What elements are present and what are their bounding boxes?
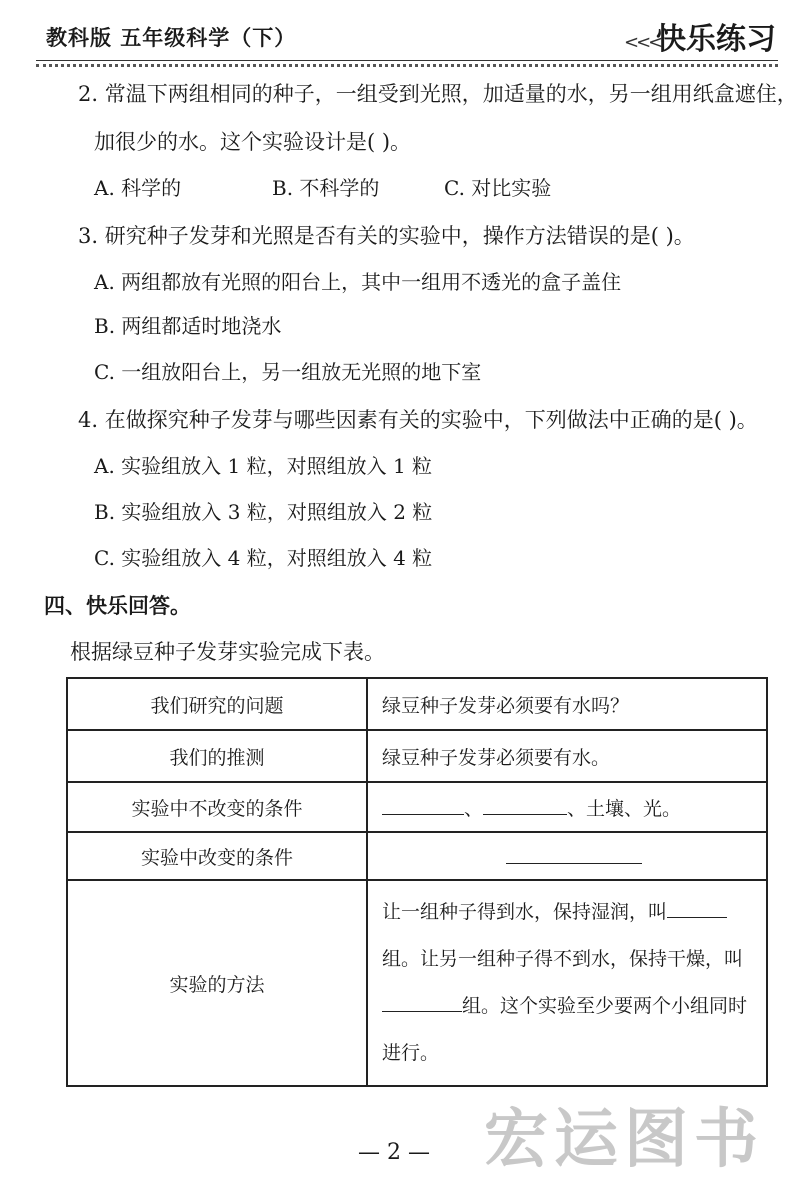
book-title: 教科版 五年级科学（下） bbox=[46, 26, 297, 50]
row-label: 实验中改变的条件 bbox=[67, 832, 367, 880]
separator: 、土壤、光。 bbox=[567, 797, 682, 820]
question-2-option-b: B. 不科学的 bbox=[272, 176, 380, 200]
answer-blank[interactable] bbox=[483, 795, 567, 815]
question-2-option-a: A. 科学的 bbox=[94, 176, 182, 200]
section-4-instruction: 根据绿豆种子发芽实验完成下表。 bbox=[70, 640, 385, 664]
table-row bbox=[67, 782, 767, 832]
row-value bbox=[367, 782, 767, 832]
header-divider bbox=[36, 60, 778, 61]
separator: 、 bbox=[464, 797, 484, 820]
question-4-option-a: A. 实验组放入 1 粒，对照组放入 1 粒 bbox=[94, 454, 433, 478]
answer-blank[interactable] bbox=[382, 795, 464, 815]
table-row bbox=[67, 880, 767, 1086]
answer-blank[interactable] bbox=[506, 844, 642, 864]
question-4-stem: 4. 在做探究种子发芽与哪些因素有关的实验中，下列做法中正确的是( )。 bbox=[78, 408, 758, 432]
question-3-stem: 3. 研究种子发芽和光照是否有关的实验中，操作方法错误的是( )。 bbox=[78, 224, 695, 248]
row-label: 我们研究的问题 bbox=[67, 678, 367, 730]
question-2-option-c: C. 对比实验 bbox=[444, 176, 552, 200]
page-header bbox=[0, 0, 800, 70]
table-row bbox=[67, 832, 767, 880]
row-value: 绿豆种子发芽必须要有水。 bbox=[367, 730, 767, 782]
question-3-option-b: B. 两组都适时地浇水 bbox=[94, 314, 282, 338]
method-text: 组。让另一组种子得不到水，保持干燥，叫 bbox=[382, 948, 744, 970]
experiment-table bbox=[66, 677, 768, 1087]
question-3-option-a: A. 两组都放有光照的阳台上，其中一组用不透光的盒子盖住 bbox=[94, 270, 622, 294]
row-label: 实验中不改变的条件 bbox=[67, 782, 367, 832]
method-text: 让一组种子得到水，保持湿润，叫 bbox=[382, 901, 668, 923]
question-3-option-c: C. 一组放阳台上，另一组放无光照的地下室 bbox=[94, 360, 482, 384]
row-value: 绿豆种子发芽必须要有水吗？ bbox=[367, 678, 767, 730]
question-2-stem-line2: 加很少的水。这个实验设计是( )。 bbox=[94, 130, 412, 154]
method-text: 进行。 bbox=[382, 1042, 440, 1064]
answer-blank[interactable] bbox=[382, 992, 462, 1012]
row-label: 我们的推测 bbox=[67, 730, 367, 782]
question-2-stem-line1: 2. 常温下两组相同的种子，一组受到光照，加适量的水，另一组用纸盒遮住， bbox=[78, 82, 798, 106]
row-value bbox=[367, 880, 767, 1086]
section-4-title: 四、快乐回答。 bbox=[44, 594, 191, 618]
publisher-watermark: 宏运图书 bbox=[484, 1103, 764, 1177]
table-row bbox=[67, 730, 767, 782]
answer-blank[interactable] bbox=[667, 898, 727, 918]
page-number: — 2 — bbox=[358, 1140, 430, 1165]
question-4-option-c: C. 实验组放入 4 粒，对照组放入 4 粒 bbox=[94, 546, 433, 570]
section-name: 快乐练习 bbox=[656, 22, 776, 57]
header-dotted-divider bbox=[36, 64, 778, 67]
table-row bbox=[67, 678, 767, 730]
chevron-left-icon: <<< bbox=[624, 32, 661, 53]
row-label: 实验的方法 bbox=[67, 880, 367, 1086]
row-value bbox=[367, 832, 767, 880]
method-text: 组。这个实验至少要两个小组同时 bbox=[462, 995, 748, 1017]
question-4-option-b: B. 实验组放入 3 粒，对照组放入 2 粒 bbox=[94, 500, 433, 524]
